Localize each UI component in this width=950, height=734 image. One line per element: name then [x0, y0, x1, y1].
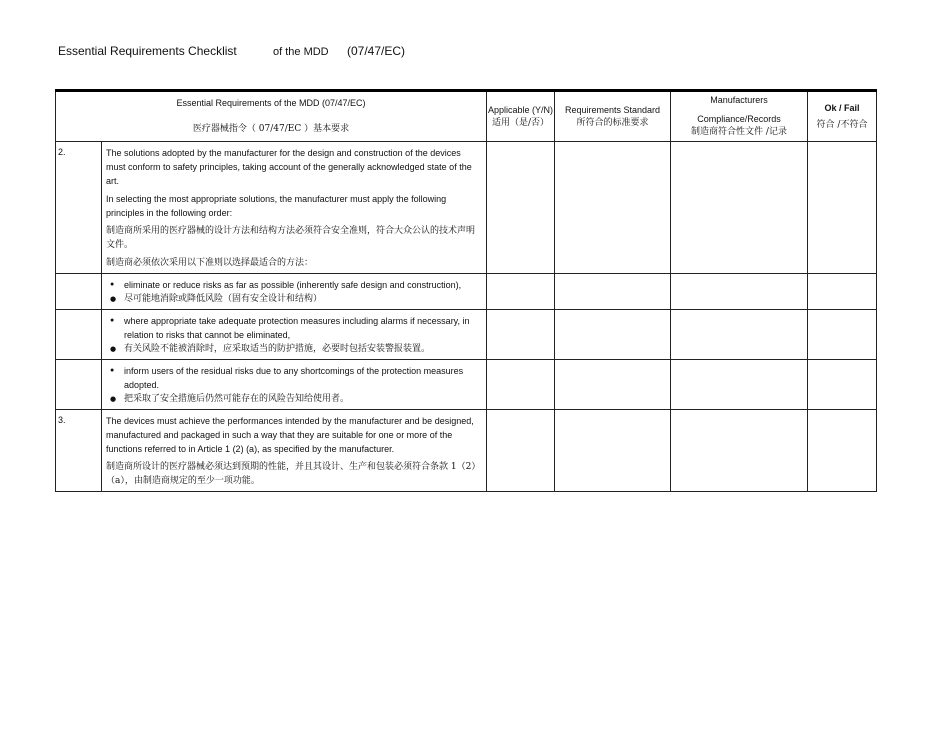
title-text: Essential Requirements Checklist	[58, 44, 237, 58]
requirement-paragraph-zh: 制造商所设计的医疗器械必须达到预期的性能，并且其设计、生产和包装必须符合条款 1（2）（a），由制造商规定的至少一项功能。	[106, 462, 481, 486]
requirement-paragraph: The solutions adopted by the manufacturer for the design and construction of the devices must conform to safety principles, taking account of the generally acknowledged state of the art.	[106, 148, 472, 186]
bullet-item-zh: ● 尽可能地消除或降低风险（固有安全设计和结构）	[106, 292, 482, 306]
ok-fail-cell[interactable]	[808, 274, 877, 310]
bullet-item: ● eliminate or reduce risks as far as possible (inherently safe design and construction),	[106, 278, 482, 292]
header-compliance-zh: 制造商符合性文件 /记录	[691, 127, 787, 137]
table-row	[56, 410, 877, 492]
header-standard-zh: 所符合的标准要求	[576, 117, 649, 128]
requirement-text	[102, 310, 487, 360]
bullet-list	[106, 278, 482, 306]
compliance-cell[interactable]	[671, 274, 808, 310]
header-applicable	[487, 91, 555, 142]
header-standard	[555, 91, 671, 142]
compliance-cell[interactable]	[671, 360, 808, 410]
standard-cell[interactable]	[555, 410, 671, 492]
bullet-item-zh: ● 有关风险不能被消除时，应采取适当的防护措施，必要时包括安装警报装置。	[106, 342, 482, 356]
table-row	[56, 360, 877, 410]
requirement-number	[56, 360, 102, 410]
applicable-cell[interactable]	[487, 310, 555, 360]
title-directive: (07/47/EC)	[347, 44, 406, 58]
requirement-text	[102, 410, 487, 492]
ok-fail-cell[interactable]	[808, 310, 877, 360]
header-compliance	[671, 91, 808, 142]
standard-cell[interactable]	[555, 142, 671, 274]
header-applicable-en: Applicable (Y/N)	[487, 104, 554, 115]
applicable-cell[interactable]	[487, 360, 555, 410]
requirement-number	[56, 274, 102, 310]
requirement-paragraph: The devices must achieve the performances intended by the manufacturer and be designed, manufactured and packaged in such a way that they are suitable for one or more of the functions referred to in Article 1 (2) (a), as specified by the manufacturer.	[106, 416, 474, 454]
bullet-list	[106, 364, 482, 406]
requirement-number	[56, 310, 102, 360]
bullet-item: ● inform users of the residual risks due to any shortcomings of the protection measures adopted.	[106, 364, 482, 392]
requirement-paragraph-zh: 制造商所采用的医疗器械的设计方法和结构方法必须符合安全准则，符合大众公认的技术声明文件。	[106, 226, 476, 250]
compliance-cell[interactable]	[671, 142, 808, 274]
ok-fail-cell[interactable]	[808, 410, 877, 492]
requirement-text	[102, 142, 487, 274]
header-main-zh: 医疗器械指令（ 07/47/EC ）基本要求	[192, 124, 350, 134]
applicable-cell[interactable]	[487, 410, 555, 492]
applicable-cell[interactable]	[487, 274, 555, 310]
header-row	[56, 91, 877, 142]
standard-cell[interactable]	[555, 274, 671, 310]
header-standard-en: Requirements Standard	[564, 104, 661, 115]
ok-fail-cell[interactable]	[808, 360, 877, 410]
table-row	[56, 310, 877, 360]
ok-fail-cell[interactable]	[808, 142, 877, 274]
requirement-text	[102, 360, 487, 410]
table-row	[56, 142, 877, 274]
header-essential-requirements	[56, 91, 487, 142]
header-ok-fail-zh: 符合 /不符合	[816, 119, 868, 130]
table-row	[56, 274, 877, 310]
applicable-cell[interactable]	[487, 142, 555, 274]
title-of-mdd: of the MDD	[273, 46, 329, 58]
header-ok-fail	[808, 91, 877, 142]
requirement-paragraph-zh: 制造商必须依次采用以下准则以选择最适合的方法：	[106, 258, 314, 268]
bullet-list	[106, 314, 482, 356]
bullet-item-zh: ● 把采取了安全措施后仍然可能存在的风险告知给使用者。	[106, 392, 482, 406]
standard-cell[interactable]	[555, 360, 671, 410]
header-compliance-en2: Compliance/Records	[697, 114, 781, 124]
bullet-item: ● where appropriate take adequate protection measures including alarms if necessary, in relation to risks that cannot be eliminated,	[106, 314, 482, 342]
requirement-text	[102, 274, 487, 310]
requirements-checklist-table	[55, 89, 877, 492]
requirement-number: 3.	[56, 410, 102, 492]
compliance-cell[interactable]	[671, 410, 808, 492]
header-compliance-en1: Manufacturers	[710, 95, 768, 105]
compliance-cell[interactable]	[671, 310, 808, 360]
requirement-paragraph: In selecting the most appropriate solutions, the manufacturer must apply the following principles in the following order:	[106, 194, 447, 218]
header-applicable-zh: 适用（是/否）	[491, 117, 550, 128]
header-ok-fail-en: Ok / Fail	[824, 102, 860, 113]
header-main-en: Essential Requirements of the MDD (07/47/EC)	[176, 98, 366, 108]
requirement-number: 2.	[56, 142, 102, 274]
standard-cell[interactable]	[555, 310, 671, 360]
